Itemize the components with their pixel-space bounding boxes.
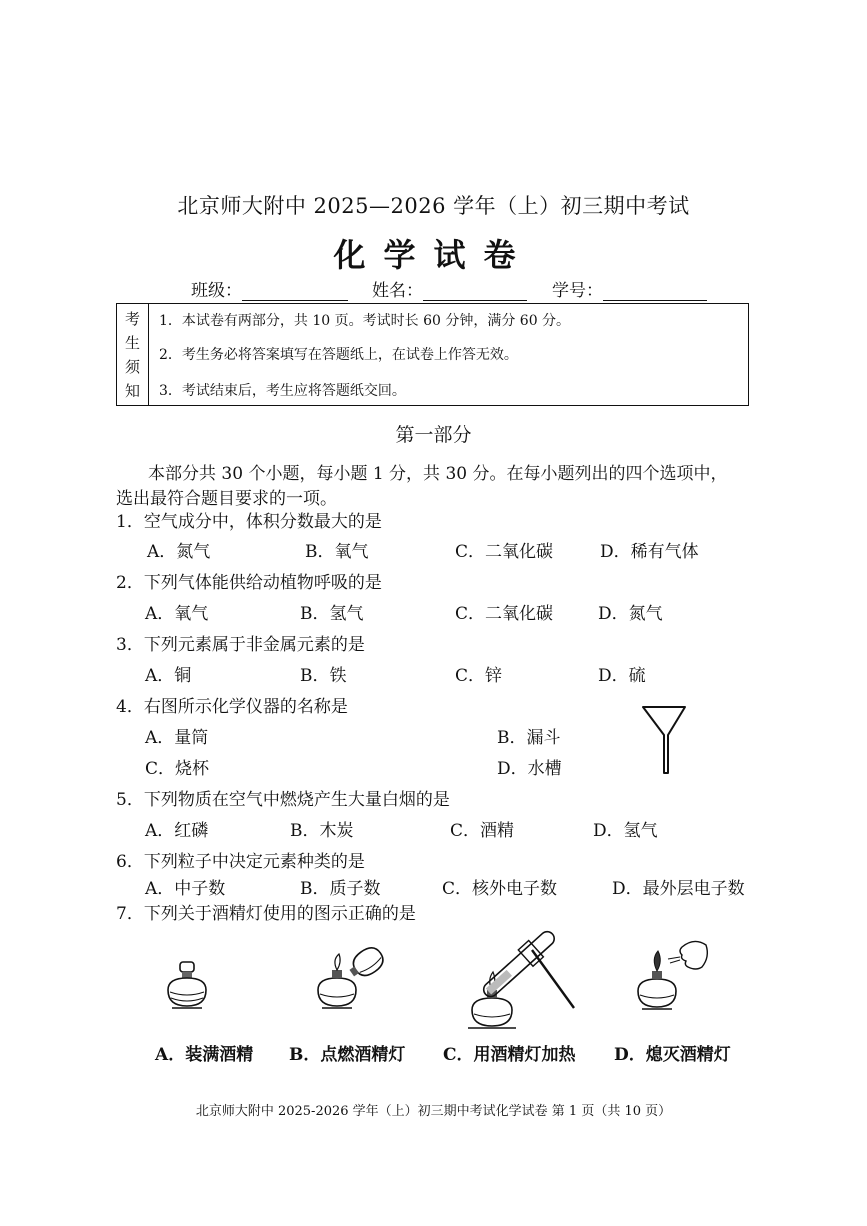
q2-option-b: B．氢气 <box>300 604 364 624</box>
q1-option-a: A．氮气 <box>147 542 211 562</box>
funnel-icon <box>640 703 690 775</box>
part1-intro-line2: 选出最符合题目要求的一项。 <box>116 489 337 509</box>
q2-option-c: C．二氧化碳 <box>455 604 554 624</box>
page-footer: 北京师大附中 2025-2026 学年（上）初三期中考试化学试卷 第 1 页（共 10 页） <box>195 1104 672 1119</box>
exam-title: 北京师大附中 2025—2026 学年（上）初三期中考试 <box>177 194 690 218</box>
q1-option-b: B．氧气 <box>305 542 369 562</box>
q4-option-b: B．漏斗 <box>497 728 561 748</box>
q7-option-a: A．装满酒精 <box>155 1045 254 1065</box>
question-3-stem: 3．下列元素属于非金属元素的是 <box>116 635 365 655</box>
q3-option-b: B．铁 <box>300 666 347 686</box>
q4-option-c: C．烧杯 <box>145 759 210 779</box>
student-id-blank <box>603 284 707 301</box>
question-7-stem: 7．下列关于酒精灯使用的图示正确的是 <box>116 904 416 924</box>
q7-option-c: C．用酒精灯加热 <box>443 1045 576 1065</box>
part1-heading: 第一部分 <box>395 424 472 446</box>
q3-option-c: C．锌 <box>455 666 503 686</box>
question-6-stem: 6．下列粒子中决定元素种类的是 <box>116 852 365 872</box>
q3-option-a: A．铜 <box>145 666 192 686</box>
notice-label <box>117 304 149 405</box>
q5-option-c: C．酒精 <box>450 821 515 841</box>
question-4-stem: 4．右图所示化学仪器的名称是 <box>116 697 348 717</box>
lamp-lit-by-lamp-icon <box>312 940 390 1012</box>
class-blank <box>242 284 348 301</box>
student-id-label: 学号： <box>552 281 603 301</box>
q7-option-d: D．熄灭酒精灯 <box>614 1045 731 1065</box>
class-label: 班级： <box>191 281 242 301</box>
q1-option-c: C．二氧化碳 <box>455 542 554 562</box>
exam-notice-box <box>116 303 749 406</box>
question-5-stem: 5．下列物质在空气中燃烧产生大量白烟的是 <box>116 790 450 810</box>
subject-title: 化学试卷 <box>333 236 534 274</box>
q6-option-d: D．最外层电子数 <box>612 879 745 899</box>
class-field <box>191 276 348 301</box>
q6-option-b: B．质子数 <box>300 879 381 899</box>
notice-label-char: 生 <box>124 333 140 352</box>
q2-option-d: D．氮气 <box>598 604 663 624</box>
name-blank <box>423 284 527 301</box>
notice-label-char: 须 <box>124 358 140 377</box>
notice-label-char: 知 <box>124 382 140 401</box>
notice-item: 3．考试结束后，考生应将答题纸交回。 <box>159 383 406 399</box>
name-label: 姓名： <box>372 281 423 301</box>
q6-option-a: A．中子数 <box>145 879 226 899</box>
alcohol-lamp-full-icon <box>162 960 212 1012</box>
q4-option-a: A．量筒 <box>145 728 209 748</box>
q1-option-d: D．稀有气体 <box>600 542 699 562</box>
q6-option-c: C．核外电子数 <box>442 879 558 899</box>
q5-option-b: B．木炭 <box>290 821 354 841</box>
q5-option-d: D．氢气 <box>593 821 658 841</box>
q3-option-d: D．硫 <box>598 666 646 686</box>
notice-item: 1．本试卷有两部分，共 10 页。考试时长 60 分钟，满分 60 分。 <box>159 313 571 329</box>
lamp-heating-tube-icon <box>462 920 582 1030</box>
notice-item: 2．考生务必将答案填写在答题纸上，在试卷上作答无效。 <box>159 347 518 363</box>
question-2-stem: 2．下列气体能供给动植物呼吸的是 <box>116 573 382 593</box>
part1-intro-line1: 本部分共 30 个小题，每小题 1 分，共 30 分。在每小题列出的四个选项中， <box>148 464 728 484</box>
notice-label-char: 考 <box>124 309 140 328</box>
question-1-stem: 1．空气成分中，体积分数最大的是 <box>116 512 382 532</box>
q5-option-a: A．红磷 <box>145 821 209 841</box>
blowing-out-lamp-icon <box>632 935 712 1015</box>
q4-option-d: D．水槽 <box>497 759 562 779</box>
q7-option-b: B．点燃酒精灯 <box>289 1045 406 1065</box>
student-id-field <box>552 276 707 301</box>
q2-option-a: A．氧气 <box>145 604 209 624</box>
name-field <box>372 276 527 301</box>
